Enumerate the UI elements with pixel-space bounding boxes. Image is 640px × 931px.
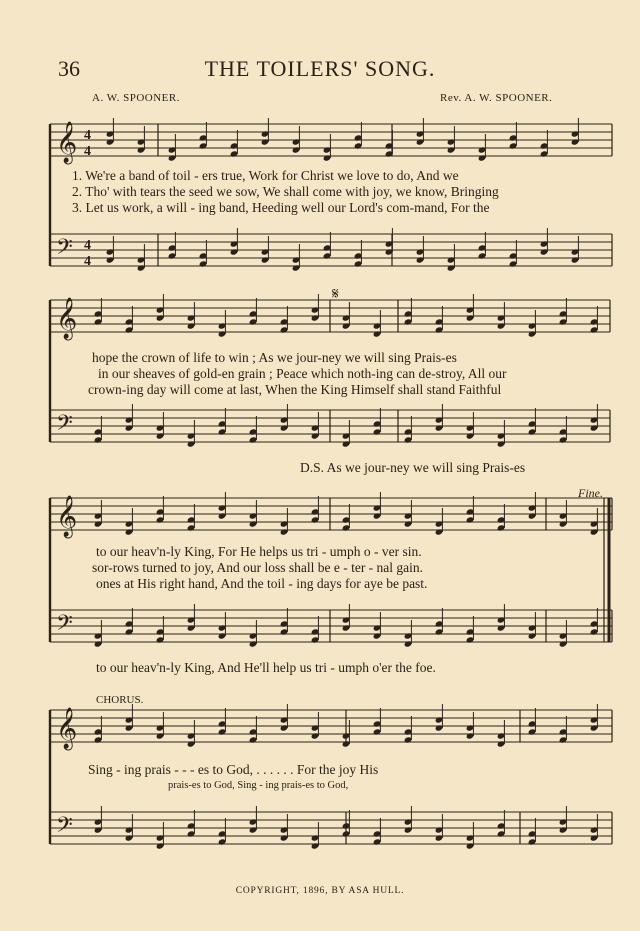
chorus-label: CHORUS. <box>96 694 144 706</box>
lyric-line: 3. Let us work, a will - ing band, Heeding well our Lord's com-mand, For the <box>72 200 490 215</box>
time-signature: 4 <box>84 254 91 269</box>
bass-clef-icon: 𝄢 <box>56 235 73 265</box>
bass-clef-icon: 𝄢 <box>56 411 73 441</box>
lyric-line: Sing - ing prais - - - es to God, . . . . . . For the joy His <box>88 762 379 777</box>
lyricist-credit: A. W. SPOONER. <box>92 92 180 104</box>
bass-clef-icon: 𝄢 <box>56 611 73 641</box>
ds-lyric-line: to our heav'n-ly King, And He'll help us tri - umph o'er the foe. <box>96 660 436 675</box>
treble-clef-icon: 𝄞 <box>56 122 78 163</box>
lyric-line: in our sheaves of gold-en grain ; Peace which noth-ing can de-stroy, All our <box>98 366 507 381</box>
time-signature: 4 <box>84 128 91 143</box>
segno-sign: 𝄋 <box>332 286 339 303</box>
alto-lyric-line: prais-es to God, Sing - ing prais-es to God, <box>168 780 349 791</box>
composer-credit: Rev. A. W. SPOONER. <box>440 92 553 104</box>
lyric-line: to our heav'n-ly King, For He helps us tri - umph o - ver sin. <box>96 544 422 559</box>
fine-marker: Fine. <box>578 486 603 500</box>
treble-clef-icon: 𝄞 <box>56 298 78 339</box>
treble-clef-icon: 𝄞 <box>56 708 78 749</box>
lyric-line: 2. Tho' with tears the seed we sow, We shall come with joy, we know, Bringing <box>72 184 499 199</box>
lyric-line: ones at His right hand, And the toil - ing days for aye be past. <box>96 576 428 591</box>
copyright-notice: COPYRIGHT, 1896, BY ASA HULL. <box>235 886 405 896</box>
time-signature: 4 <box>84 144 91 159</box>
bass-clef-icon: 𝄢 <box>56 813 73 843</box>
lyric-line: 1. We're a band of toil - ers true, Work for Christ we love to do, And we <box>72 168 459 183</box>
time-signature: 4 <box>84 238 91 253</box>
lyric-line: crown-ing day will come at last, When the King Himself shall stand Faithful <box>88 382 502 397</box>
treble-clef-icon: 𝄞 <box>56 496 78 537</box>
ds-lyric-line: D.S. As we jour-ney we will sing Prais-es <box>300 460 526 475</box>
lyric-line: hope the crown of life to win ; As we jour-ney we will sing Prais-es <box>92 350 457 365</box>
hymn-title: THE TOILERS' SONG. <box>204 56 436 81</box>
lyric-line: sor-rows turned to joy, And our loss shall be e - ter - nal gain. <box>92 560 424 575</box>
page-number: 36 <box>58 56 80 81</box>
